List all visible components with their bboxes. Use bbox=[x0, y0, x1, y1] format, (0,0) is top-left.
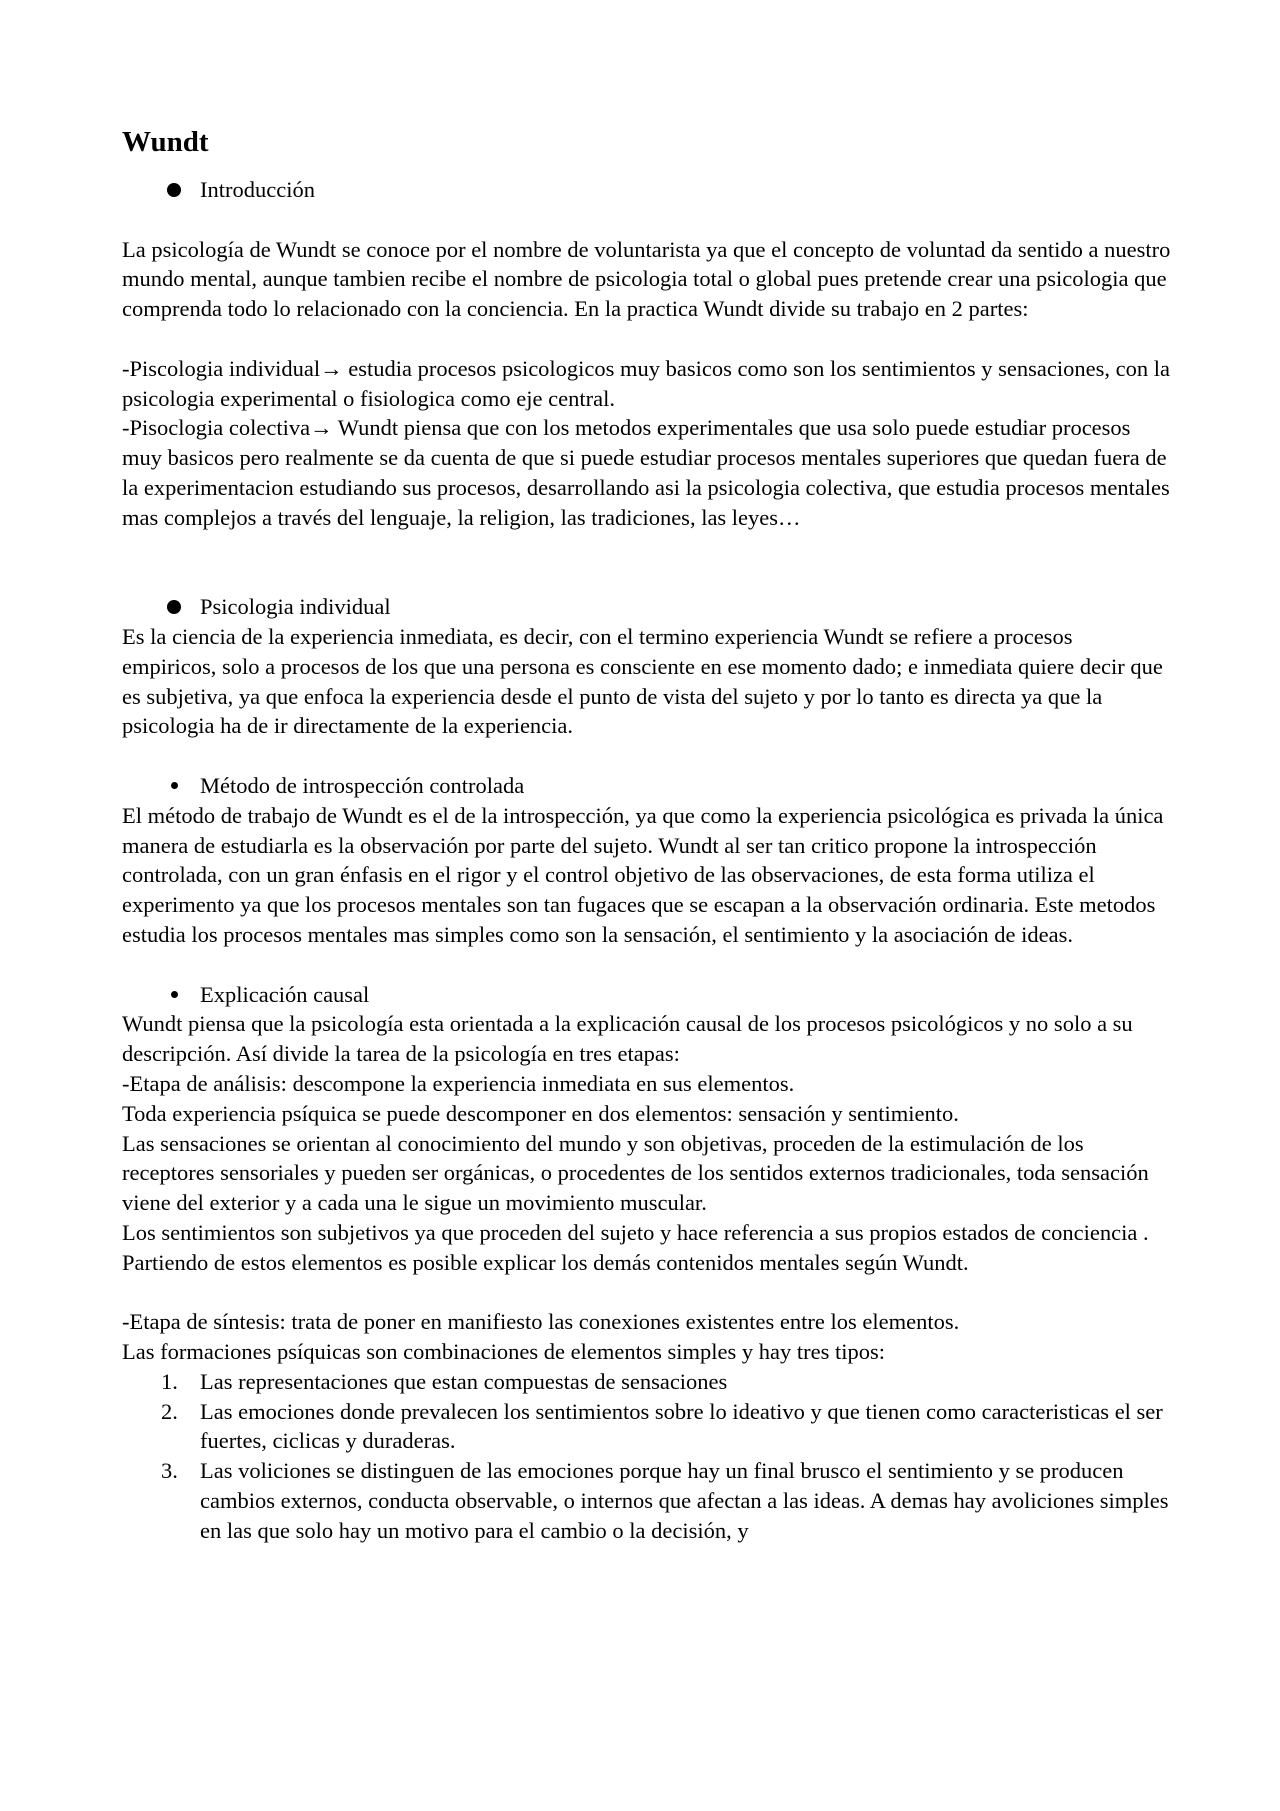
bullet-icon bbox=[164, 771, 184, 801]
list-item bbox=[122, 1456, 1172, 1545]
intro-individual: -Piscologia individual→ estudia procesos psicologicos muy basicos como son los sentimientos y sensaciones, con la psicologia experimental o fisiologica como eje central. bbox=[122, 355, 1170, 411]
bullet-icon bbox=[164, 980, 184, 1010]
toda-experiencia: Toda experiencia psíquica se puede descomponer en dos elementos: sensación y sentimiento. bbox=[122, 1100, 959, 1126]
list-item bbox=[122, 1397, 1172, 1457]
formaciones-paragraph: Las formaciones psíquicas son combinaciones de elementos simples y hay tres tipos: bbox=[122, 1339, 885, 1365]
section-heading-explicacion bbox=[122, 980, 1172, 1010]
list-number: 3. bbox=[161, 1458, 178, 1484]
section-heading-metodo bbox=[122, 771, 1172, 801]
bullet-icon bbox=[164, 592, 184, 622]
heading-text: Introducción bbox=[200, 177, 315, 202]
section-heading-intro bbox=[122, 175, 1172, 205]
individual-paragraph: Es la ciencia de la experiencia inmediata, es decir, con el termino experiencia Wundt se refiere a procesos empiricos, solo a procesos de los que una persona es consciente en ese momento dado; e inmediata quiere decir que es subjetiva, ya que enfoca la experiencia desde el punto de vista del sujeto y por lo tanto es directa ya que la psicologia ha de ir directamente de la experiencia. bbox=[122, 623, 1163, 739]
heading-text: Método de introspección controlada bbox=[200, 772, 525, 798]
heading-text: Psicologia individual bbox=[200, 594, 391, 620]
intro-colectiva: -Pisoclogia colectiva→ Wundt piensa que con los metodos experimentales que usa solo puede estudiar procesos muy basicos pero realmente se da cuenta de que si puede estudiar procesos mentales superiores que quedan fuera de la experimentacion estudiando sus procesos, desarrollando asi la psicologia colectiva, que estudia procesos mentales mas complejos a través del lenguaje, la religion, las tradiciones, las leyes… bbox=[122, 415, 1170, 530]
list-text: Las representaciones que estan compuestas de sensaciones bbox=[200, 1368, 728, 1394]
section-heading-individual bbox=[122, 592, 1172, 622]
explicacion-paragraph: Wundt piensa que la psicología esta orientada a la explicación causal de los procesos psicológicos y no solo a su descripción. Así divide la tarea de la psicología en tres etapas: bbox=[122, 1011, 1133, 1067]
sentimientos-paragraph: Los sentimientos son subjetivos ya que proceden del sujeto y hace referencia a sus propios estados de conciencia . bbox=[122, 1219, 1149, 1245]
list-text: Las voliciones se distinguen de las emociones porque hay un final brusco el sentimiento y se producen cambios externos, conducta observable, o internos que afectan a las ideas. A demas hay avoliciones simples en las que solo hay un motivo para el cambio o la decisión, y bbox=[200, 1458, 1169, 1543]
list-number: 2. bbox=[161, 1398, 178, 1424]
heading-text: Explicación causal bbox=[200, 981, 370, 1007]
etapa-analisis: -Etapa de análisis: descompone la experiencia inmediata en sus elementos. bbox=[122, 1070, 795, 1096]
intro-paragraph: La psicología de Wundt se conoce por el nombre de voluntarista ya que el concepto de voluntad da sentido a nuestro mundo mental, aunque tambien recibe el nombre de psicologia total o global pues pretende crear una psicologia que comprenda todo lo relacionado con la conciencia. En la practica Wundt divide su trabajo en 2 partes: bbox=[122, 236, 1171, 322]
document-title: Wundt bbox=[122, 126, 209, 158]
list-number: 1. bbox=[161, 1368, 178, 1394]
list-text: Las emociones donde prevalecen los sentimientos sobre lo ideativo y que tienen como caracteristicas el ser fuertes, ciclicas y duraderas. bbox=[200, 1398, 1163, 1454]
formaciones-list bbox=[122, 1367, 1172, 1546]
bullet-icon bbox=[164, 175, 184, 205]
metodo-paragraph: El método de trabajo de Wundt es el de la introspección, ya que como la experiencia psicológica es privada la única manera de estudiarla es la observación por parte del sujeto. Wundt al ser tan critico propone la introspección controlada, con un gran énfasis en el rigor y el control objetivo de las observaciones, de esta forma utiliza el experimento ya que los procesos mentales son tan fugaces que se escapan a la observación ordinaria. Este metodos estudia los procesos mentales mas simples como son la sensación, el sentimiento y la asociación de ideas. bbox=[122, 802, 1164, 947]
sensaciones-paragraph: Las sensaciones se orientan al conocimiento del mundo y son objetivas, proceden de la estimulación de los receptores sensoriales y pueden ser orgánicas, o procedentes de los sentidos externos tradicionales, toda sensación viene del exterior y a cada una le sigue un movimiento muscular. bbox=[122, 1130, 1149, 1216]
etapa-sintesis: -Etapa de síntesis: trata de poner en manifiesto las conexiones existentes entre los elementos. bbox=[122, 1309, 960, 1335]
document-body bbox=[122, 124, 1172, 1546]
list-item bbox=[122, 1367, 1172, 1397]
partiendo-paragraph: Partiendo de estos elementos es posible explicar los demás contenidos mentales según Wundt. bbox=[122, 1249, 969, 1275]
